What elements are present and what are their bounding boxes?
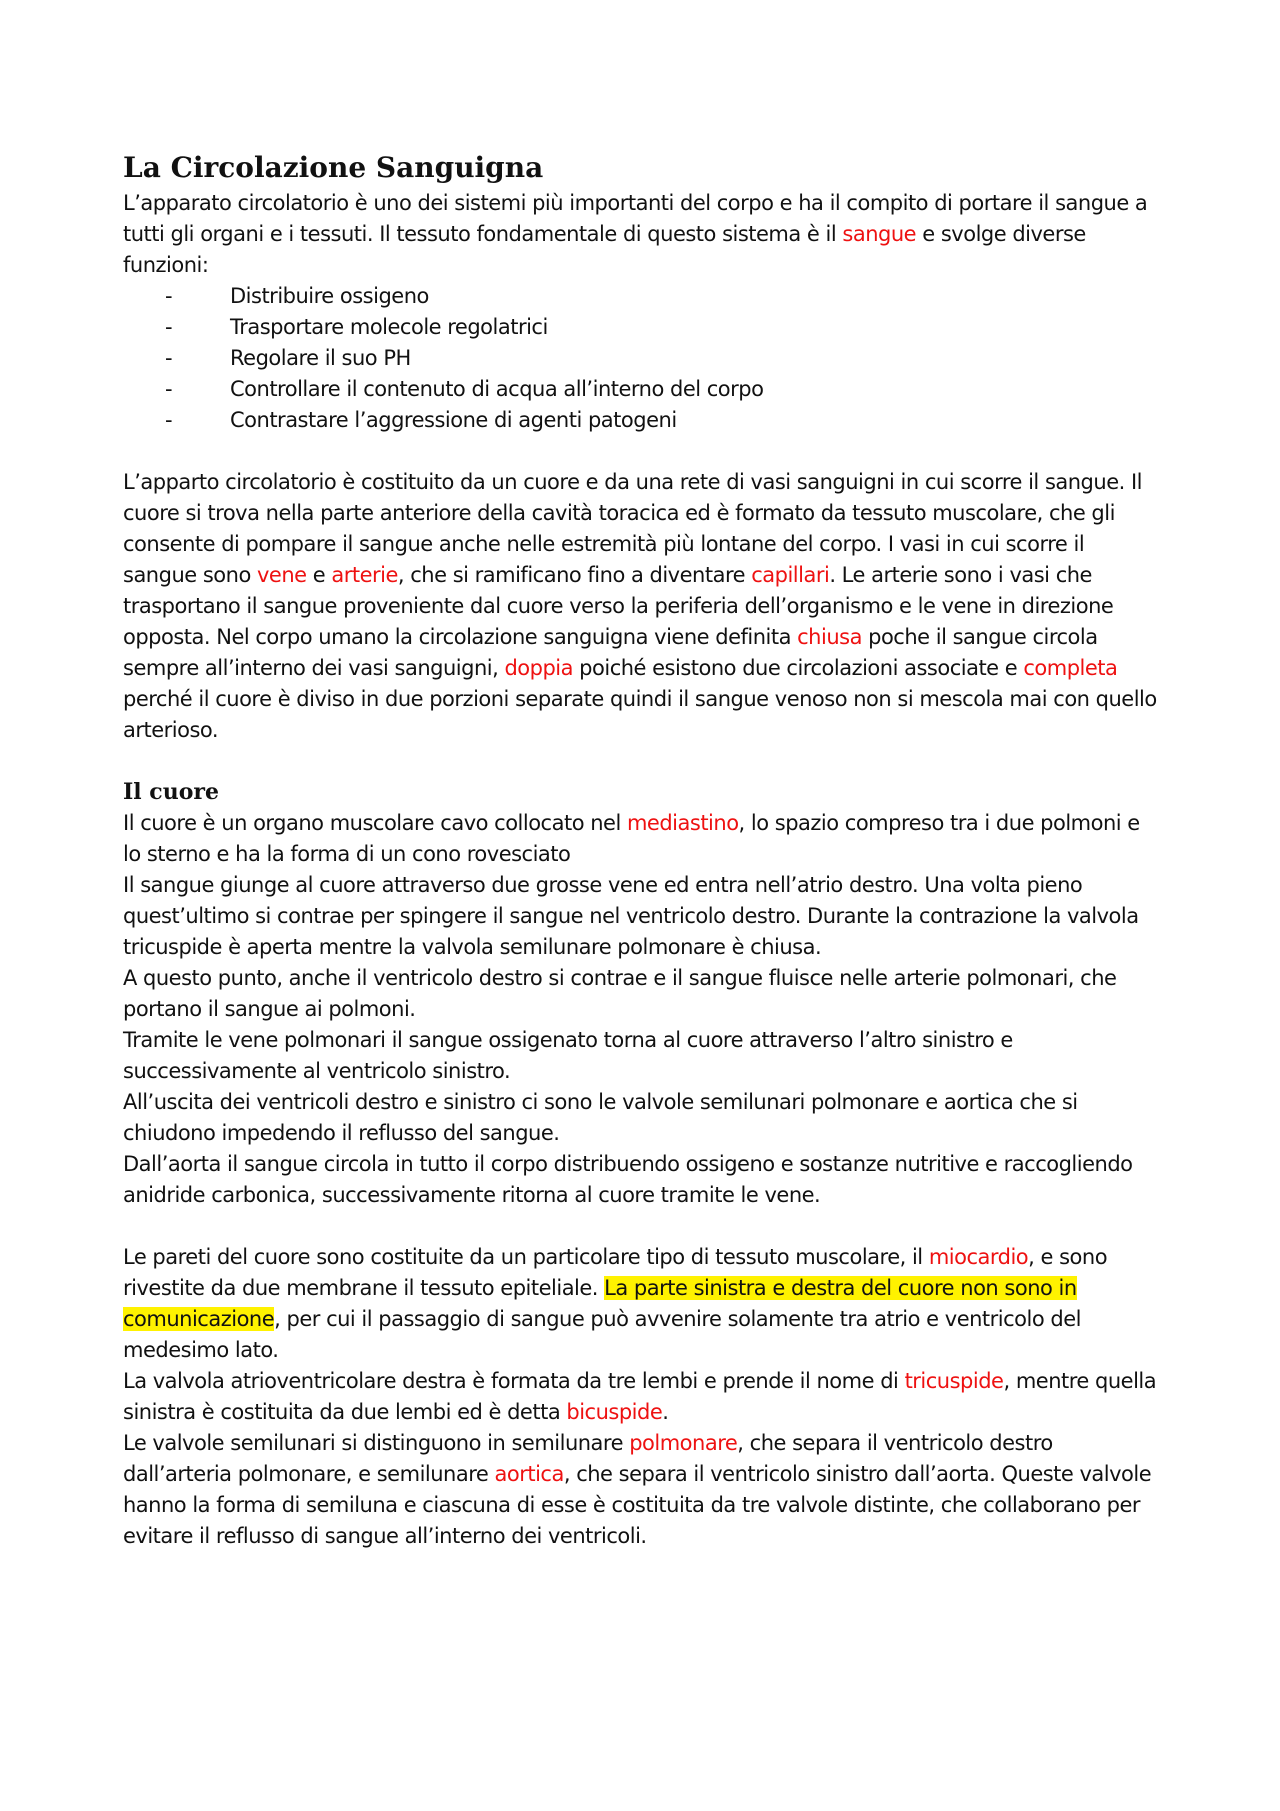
text-run: La valvola atrioventricolare destra è formata da tre lembi e prende il nome di: [123, 1369, 905, 1393]
heart-paragraph: [123, 808, 1160, 870]
spacer: [123, 436, 1160, 467]
list-item-text: Trasportare molecole regolatrici: [230, 315, 548, 339]
text-run: . Le arterie sono i vasi che trasportano il sangue proveniente dal cuore verso la periferia dell’organismo e le vene in direzione opposta. Nel corpo umano la circolazione sanguigna viene definita: [123, 563, 1114, 649]
keyword-tricuspide: tricuspide: [904, 1369, 1004, 1393]
keyword-doppia: doppia: [504, 656, 573, 680]
bullet-dash: -: [165, 315, 173, 339]
valves-paragraph: [123, 1366, 1160, 1428]
intro-text-2: e svolge diverse funzioni:: [123, 222, 1086, 277]
list-item: [123, 281, 1160, 312]
keyword-completa: completa: [1023, 656, 1118, 680]
text-run: Il cuore è un organo muscolare cavo collocato nel: [123, 811, 627, 835]
bullet-dash: -: [165, 346, 173, 370]
text-run: , che separa il ventricolo sinistro dall’aorta. Queste valvole hanno la forma di semiluna e ciascuna di esse è costituita da tre valvole distinte, che collaborano per evitare il reflusso di sangue all’interno dei ventricoli.: [123, 1462, 1152, 1548]
text-run: poiché esistono due circolazioni associate e: [573, 656, 1024, 680]
text-run: perché il cuore è diviso in due porzioni separate quindi il sangue venoso non si mescola mai con quello arterioso.: [123, 687, 1157, 742]
page-title: La Circolazione Sanguigna: [123, 151, 544, 184]
highlighted-text: La parte sinistra e destra del cuore non sono in comunicazione: [123, 1276, 1077, 1331]
list-item-text: Contrastare l’aggressione di agenti patogeni: [230, 408, 677, 432]
list-item-text: Regolare il suo PH: [230, 346, 411, 370]
text-run: Le valvole semilunari si distinguono in semilunare: [123, 1431, 630, 1455]
text-run: , mentre quella sinistra è costituita da due lembi ed è detta: [123, 1369, 1157, 1424]
heart-paragraph: Dall’aorta il sangue circola in tutto il corpo distribuendo ossigeno e sostanze nutritive e raccogliendo anidride carbonica, successivamente ritorna al cuore tramite le vene.: [123, 1152, 1133, 1207]
list-item-text: Distribuire ossigeno: [230, 284, 429, 308]
semilunar-paragraph: [123, 1428, 1160, 1552]
keyword-aortica: aortica: [494, 1462, 564, 1486]
circulatory-paragraph: [123, 467, 1160, 746]
text-run: , lo spazio compreso tra i due polmoni e lo sterno e ha la forma di un cono rovesciato: [123, 811, 1140, 866]
bullet-dash: -: [165, 377, 173, 401]
keyword-capillari: capillari: [751, 563, 830, 587]
intro-paragraph: [123, 188, 1160, 281]
spacer: [123, 1211, 1160, 1242]
keyword-arterie: arterie: [331, 563, 398, 587]
text-run: .: [662, 1400, 669, 1424]
functions-list: [123, 281, 1160, 436]
text-run: , e sono rivestite da due membrane il tessuto epiteliale.: [123, 1245, 1108, 1300]
list-item: [123, 312, 1160, 343]
list-item: [123, 374, 1160, 405]
text-run: poche il sangue circola sempre all’interno dei vasi sanguigni,: [123, 625, 1098, 680]
text-run: e: [306, 563, 332, 587]
keyword-chiusa: chiusa: [797, 625, 862, 649]
heart-paragraph: All’uscita dei ventricoli destro e sinistro ci sono le valvole semilunari polmonare e aortica che si chiudono impedendo il reflusso del sangue.: [123, 1090, 1078, 1145]
text-run: , che separa il ventricolo destro dall’arteria polmonare, e semilunare: [123, 1431, 1053, 1486]
text-run: , che si ramificano fino a diventare: [397, 563, 752, 587]
keyword-vene: vene: [256, 563, 307, 587]
keyword-mediastino: mediastino: [626, 811, 739, 835]
keyword-sangue: sangue: [842, 222, 917, 246]
keyword-polmonare: polmonare: [629, 1431, 738, 1455]
bullet-dash: -: [165, 284, 173, 308]
spacer: [123, 746, 1160, 777]
text-run: Le pareti del cuore sono costituite da un particolare tipo di tessuto muscolare, il: [123, 1245, 929, 1269]
heart-paragraph: A questo punto, anche il ventricolo destro si contrae e il sangue fluisce nelle arterie polmonari, che portano il sangue ai polmoni.: [123, 966, 1117, 1021]
bullet-dash: -: [165, 408, 173, 432]
heart-paragraph: Il sangue giunge al cuore attraverso due grosse vene ed entra nell’atrio destro. Una volta pieno quest’ultimo si contrae per spingere il sangue nel ventricolo destro. Durante la contrazione la valvola tricuspide è aperta mentre la valvola semilunare polmonare è chiusa.: [123, 873, 1139, 959]
intro-text-1: L’apparato circolatorio è uno dei sistemi più importanti del corpo e ha il compito di portare il sangue a tutti gli organi e i tessuti. Il tessuto fondamentale di questo sistema è il: [123, 191, 1148, 246]
heart-paragraph: Tramite le vene polmonari il sangue ossigenato torna al cuore attraverso l’altro sinistro e successivamente al ventricolo sinistro.: [123, 1028, 1013, 1083]
keyword-bicuspide: bicuspide: [566, 1400, 663, 1424]
walls-paragraph: [123, 1242, 1160, 1366]
keyword-miocardio: miocardio: [928, 1245, 1029, 1269]
list-item-text: Controllare il contenuto di acqua all’interno del corpo: [230, 377, 764, 401]
list-item: [123, 343, 1160, 374]
section-heading-cuore: Il cuore: [123, 779, 219, 805]
text-run: L’apparto circolatorio è costituito da un cuore e da una rete di vasi sanguigni in cui scorre il sangue. Il cuore si trova nella parte anteriore della cavità toracica ed è formato da tessuto muscolare, che gli consente di pompare il sangue anche nelle estremità più lontane del corpo. I vasi in cui scorre il sangue sono: [123, 470, 1142, 587]
text-run: , per cui il passaggio di sangue può avvenire solamente tra atrio e ventricolo del medesimo lato.: [123, 1307, 1081, 1362]
list-item: [123, 405, 1160, 436]
